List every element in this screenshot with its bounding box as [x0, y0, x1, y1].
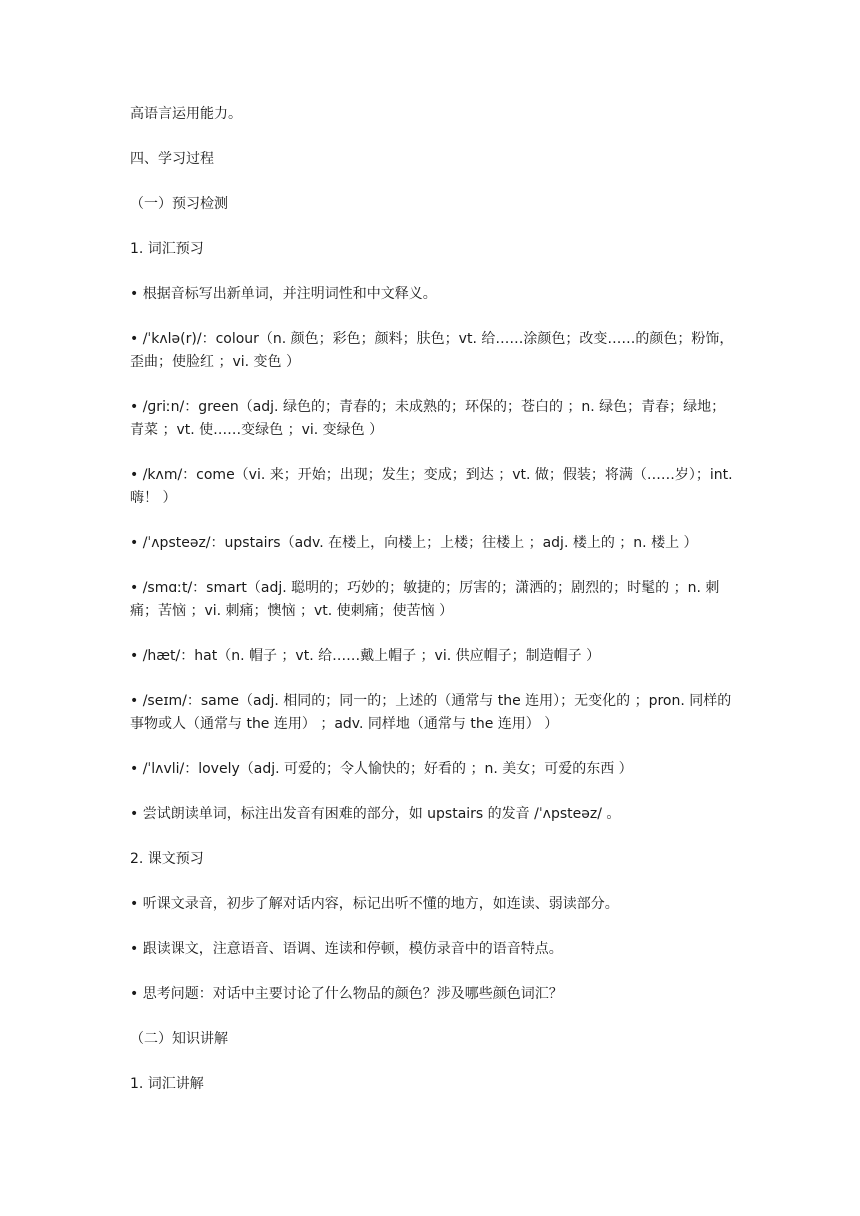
item-heading: 1. 词汇讲解: [130, 1076, 204, 1092]
subsection-heading: （一）预习检测: [130, 196, 228, 212]
vocab-entry-hat: • /hæt/：hat（n. 帽子 ；vt. 给……戴上帽子 ；vi. 供应帽子；制造帽子 ）: [130, 648, 601, 664]
vocab-entry-colour: • /ˈkʌlə(r)/：colour（n. 颜色；彩色；颜料；肤色；vt. 给……涂颜色；改变……的颜色；粉饰，歪曲；使脸红 ；vi. 变色 ）: [130, 331, 734, 370]
bullet-instruction: • 听课文录音，初步了解对话内容，标记出听不懂的地方，如连读、弱读部分。: [130, 896, 619, 912]
vocab-entry-lovely: • /ˈlʌvli/：lovely（adj. 可爱的；令人愉快的；好看的 ；n. 美女；可爱的东西 ）: [130, 761, 633, 777]
item-heading: 2. 课文预习: [130, 851, 204, 867]
vocab-entry-same: • /seɪm/：same（adj. 相同的；同一的；上述的（通常与 the 连用）；无变化的 ；pron. 同样的事物或人（通常与 the 连用） ；adv. 同样地（通常与 the 连用） ）: [130, 693, 732, 732]
bullet-instruction: • 跟读课文，注意语音、语调、连读和停顿，模仿录音中的语音特点。: [130, 941, 563, 957]
bullet-instruction: • 思考问题：对话中主要讨论了什么物品的颜色？涉及哪些颜色词汇？: [130, 986, 563, 1002]
bullet-instruction: • 尝试朗读单词，标注出发音有困难的部分，如 upstairs 的发音 /ˈʌpsteəz/ 。: [130, 806, 621, 822]
vocab-entry-green: • /ɡriːn/：green（adj. 绿色的；青春的；未成熟的；环保的；苍白的 ；n. 绿色；青春；绿地；青菜 ；vt. 使……变绿色 ；vi. 变绿色 ）: [130, 399, 726, 438]
item-heading: 1. 词汇预习: [130, 241, 204, 257]
section-heading: 四、学习过程: [130, 151, 214, 167]
paragraph-text: 高语言运用能力。: [130, 106, 242, 122]
vocab-entry-smart: • /smɑːt/：smart（adj. 聪明的；巧妙的；敏捷的；厉害的；潇洒的；剧烈的；时髦的 ；n. 刺痛；苦恼 ；vi. 刺痛；懊恼 ；vt. 使刺痛；使苦恼 ）: [130, 580, 720, 619]
vocab-entry-upstairs: • /ˈʌpsteəz/：upstairs（adv. 在楼上，向楼上；上楼；往楼上 ；adj. 楼上的 ；n. 楼上 ）: [130, 535, 698, 551]
subsection-heading: （二）知识讲解: [130, 1031, 228, 1047]
bullet-instruction: • 根据音标写出新单词，并注明词性和中文释义。: [130, 286, 437, 302]
document-body: [130, 103, 735, 1118]
vocab-entry-come: • /kʌm/：come（vi. 来；开始；出现；发生；变成；到达 ；vt. 做；假装；将满（……岁）；int. 嗨！ ）: [130, 467, 733, 506]
